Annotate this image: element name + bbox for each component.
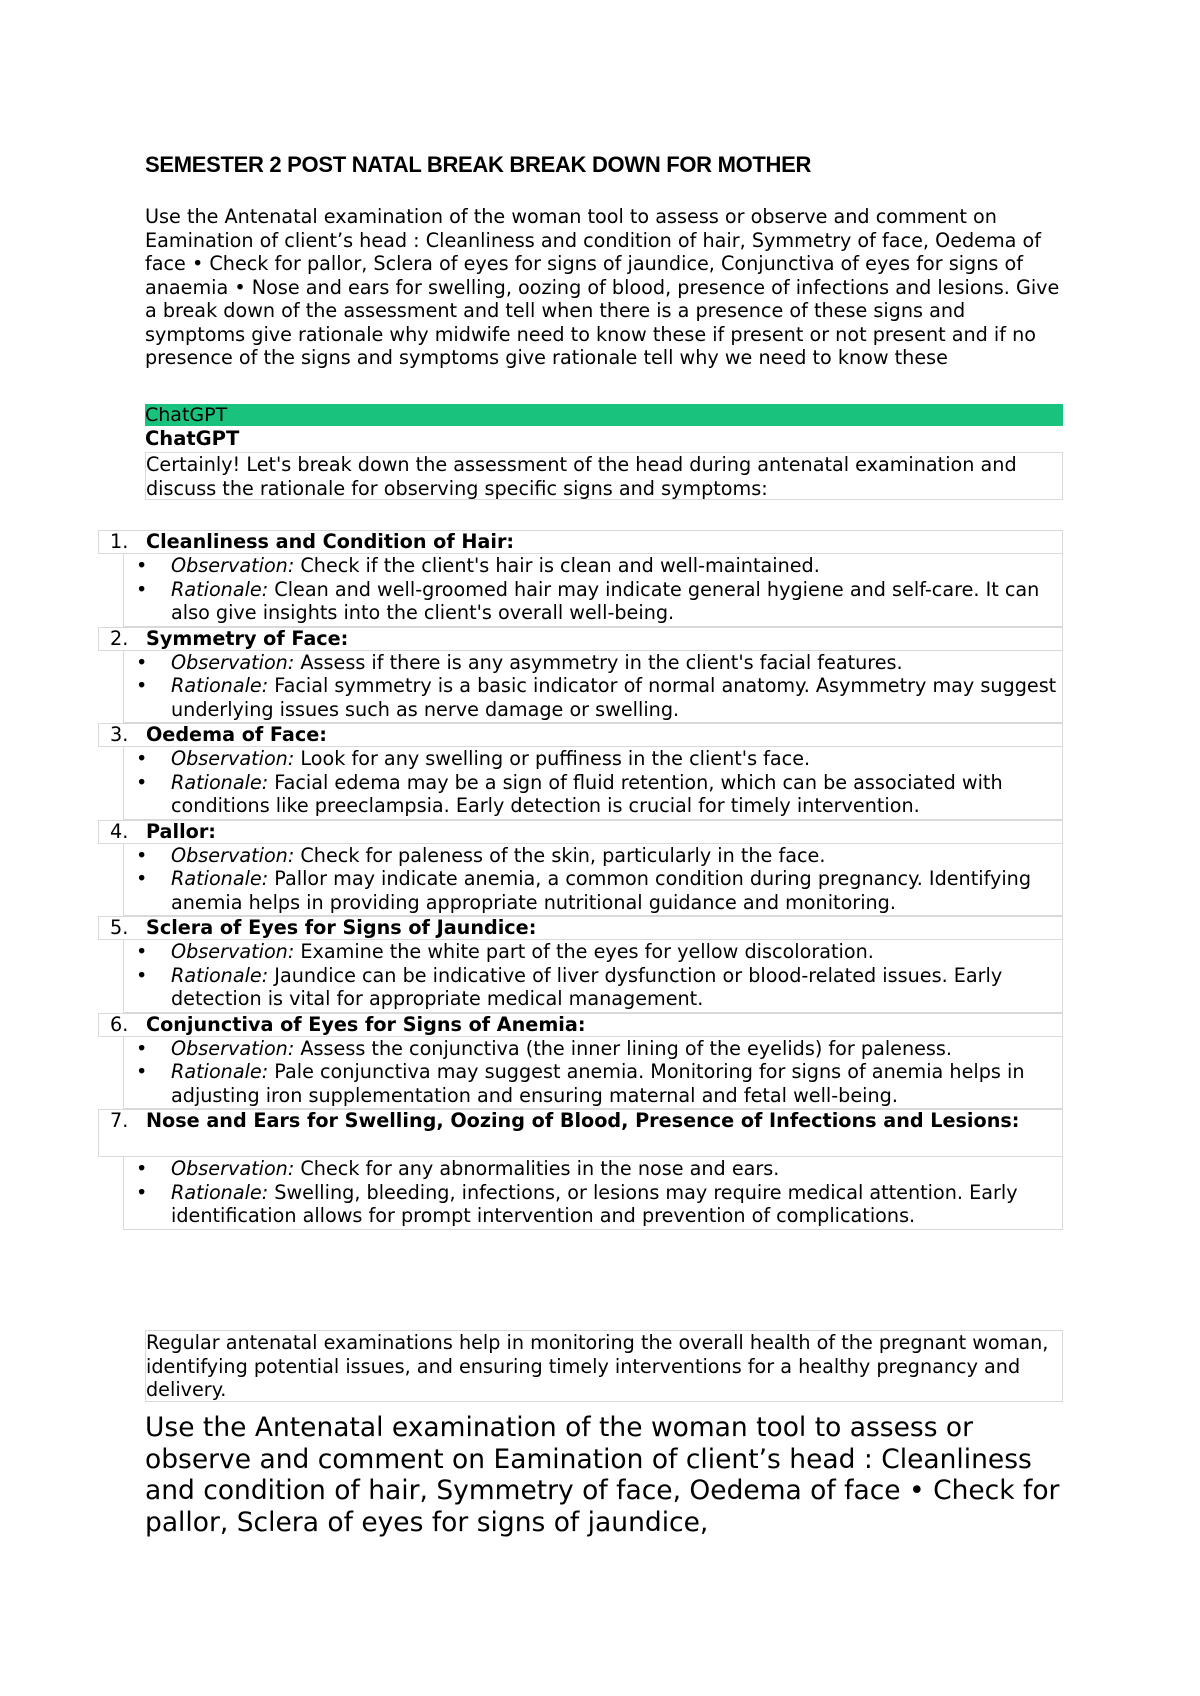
observation-bullet	[124, 554, 1062, 578]
bullet-icon: •	[136, 577, 148, 601]
observation-label: Observation:	[171, 747, 295, 770]
rationale-bullet	[124, 674, 1062, 721]
user-prompt: Use the Antenatal examination of the woman tool to assess or observe and comment on Eamination of client’s head : Cleanliness and condition of hair, Symmetry of face, Oedema of face • Check for pallor, Sclera of eyes for signs of jaundice, Conjunctiva of eyes for signs of anaemia • Nose and ears for swelling, oozing of blood, presence of infections and lesions. Give a break down of the assessment and tell when there is a presence of these signs and symptoms give rationale why midwife need to know these if present or not present and if no presence of the signs and symptoms give rationale tell why we need to know these	[145, 205, 1060, 369]
list-item-number: 2.	[110, 626, 129, 650]
bullet-icon: •	[136, 650, 148, 674]
list-item-bullets	[123, 747, 1063, 820]
bullet-icon: •	[136, 747, 148, 770]
list-item-number: 5.	[110, 916, 129, 939]
rationale-text: Facial symmetry is a basic indicator of normal anatomy. Asymmetry may suggest underlying issues such as nerve damage or swelling.	[171, 674, 1057, 721]
bullet-icon: •	[136, 940, 148, 963]
bullet-icon: •	[136, 1180, 148, 1204]
observation-text: Check if the client's hair is clean and well-maintained.	[294, 554, 820, 577]
rationale-text: Jaundice can be indicative of liver dysfunction or blood-related issues. Early detection is vital for appropriate medical management.	[171, 963, 1003, 1010]
list-item-heading	[98, 723, 1063, 747]
observation-label: Observation:	[171, 843, 295, 867]
list-item-heading	[98, 530, 1063, 554]
bullet-icon: •	[136, 554, 148, 577]
list-item-title: Nose and Ears for Swelling, Oozing of Blood, Presence of Infections and Lesions:	[146, 1109, 1020, 1132]
assessment-list	[98, 530, 1063, 1230]
observation-text: Examine the white part of the eyes for yellow discoloration.	[294, 940, 874, 963]
observation-text: Check for paleness of the skin, particularly in the face.	[294, 843, 826, 867]
observation-label: Observation:	[171, 1157, 295, 1180]
list-item-bullets	[123, 554, 1063, 627]
list-item-title: Sclera of Eyes for Signs of Jaundice:	[146, 916, 537, 939]
list-item-title: Oedema of Face:	[146, 723, 327, 746]
observation-label: Observation:	[171, 650, 295, 674]
rationale-label: Rationale:	[171, 963, 269, 987]
observation-text: Assess if there is any asymmetry in the client's facial features.	[294, 650, 903, 674]
bullet-icon: •	[136, 963, 148, 987]
observation-bullet	[124, 940, 1062, 964]
bullet-icon: •	[136, 1060, 148, 1083]
bullet-icon: •	[136, 1036, 148, 1060]
rationale-bullet	[124, 771, 1062, 818]
list-item-heading	[98, 1109, 1063, 1157]
list-item-heading	[98, 916, 1063, 940]
rationale-bullet	[124, 964, 1062, 1011]
observation-text: Look for any swelling or puffiness in the client's face.	[294, 747, 811, 770]
bullet-icon: •	[136, 843, 148, 867]
list-item-bullets	[123, 940, 1063, 1013]
list-item-heading	[98, 627, 1063, 651]
list-item-bullets	[123, 651, 1063, 724]
list-item-heading	[98, 820, 1063, 844]
rationale-text: Pallor may indicate anemia, a common condition during pregnancy. Identifying anemia helps in providing appropriate nutritional guidance and monitoring.	[171, 867, 1032, 914]
rationale-label: Rationale:	[171, 577, 269, 601]
observation-bullet	[124, 651, 1062, 675]
rationale-label: Rationale:	[171, 674, 269, 697]
chatgpt-name: ChatGPT	[145, 427, 240, 450]
rationale-label: Rationale:	[171, 867, 269, 890]
observation-bullet	[124, 1037, 1062, 1061]
observation-bullet	[124, 844, 1062, 868]
repeated-prompt-large: Use the Antenatal examination of the woman tool to assess or observe and comment on Eamination of client’s head : Cleanliness and condition of hair, Symmetry of face, Oedema of face • Check for pallor, Sclera of eyes for signs of jaundice,	[145, 1412, 1060, 1538]
list-item-number: 7.	[110, 1109, 129, 1132]
observation-bullet	[124, 747, 1062, 771]
chatgpt-header-bar: ChatGPT	[145, 404, 1063, 426]
rationale-label: Rationale:	[171, 1180, 269, 1204]
list-item-number: 1.	[110, 530, 129, 553]
observation-text: Check for any abnormalities in the nose and ears.	[294, 1157, 780, 1180]
list-item-heading	[98, 1013, 1063, 1037]
observation-text: Assess the conjunctiva (the inner lining of the eyelids) for paleness.	[294, 1036, 953, 1060]
rationale-bullet	[124, 578, 1062, 625]
list-item-title: Symmetry of Face:	[146, 626, 349, 650]
observation-label: Observation:	[171, 940, 295, 963]
rationale-text: Pale conjunctiva may suggest anemia. Monitoring for signs of anemia helps in adjusting iron supplementation and ensuring maternal and fetal well-being.	[171, 1060, 1025, 1107]
list-item-bullets	[123, 1157, 1063, 1230]
list-item-number: 4.	[110, 819, 129, 843]
list-item-bullets	[123, 1037, 1063, 1110]
rationale-bullet	[124, 1181, 1062, 1228]
rationale-text: Clean and well-groomed hair may indicate general hygiene and self-care. It can also give insights into the client's overall well-being.	[171, 577, 1040, 624]
observation-label: Observation:	[171, 1036, 295, 1060]
bullet-icon: •	[136, 674, 148, 697]
bullet-icon: •	[136, 867, 148, 890]
rationale-label: Rationale:	[171, 1060, 269, 1083]
list-item-title: Conjunctiva of Eyes for Signs of Anemia:	[146, 1012, 586, 1036]
response-outro: Regular antenatal examinations help in monitoring the overall health of the pregnant woman, identifying potential issues, and ensuring timely interventions for a healthy pregnancy and delivery.	[145, 1330, 1063, 1402]
rationale-bullet	[124, 867, 1062, 914]
observation-label: Observation:	[171, 554, 295, 577]
bullet-icon: •	[136, 1157, 148, 1180]
list-item-number: 6.	[110, 1012, 129, 1036]
rationale-text: Swelling, bleeding, infections, or lesions may require medical attention. Early identification allows for prompt intervention and prevention of complications.	[171, 1180, 1018, 1227]
response-intro: Certainly! Let's break down the assessment of the head during antenatal examination and discuss the rationale for observing specific signs and symptoms:	[145, 452, 1063, 500]
rationale-bullet	[124, 1060, 1062, 1107]
page-title: SEMESTER 2 POST NATAL BREAK BREAK DOWN FOR MOTHER	[145, 152, 812, 177]
rationale-text: Facial edema may be a sign of fluid retention, which can be associated with conditions like preeclampsia. Early detection is crucial for timely intervention.	[171, 770, 1003, 817]
bullet-icon: •	[136, 770, 148, 794]
list-item-bullets	[123, 844, 1063, 917]
list-item-number: 3.	[110, 723, 129, 746]
rationale-label: Rationale:	[171, 770, 269, 794]
observation-bullet	[124, 1157, 1062, 1181]
list-item-title: Pallor:	[146, 819, 216, 843]
list-item-title: Cleanliness and Condition of Hair:	[146, 530, 515, 553]
